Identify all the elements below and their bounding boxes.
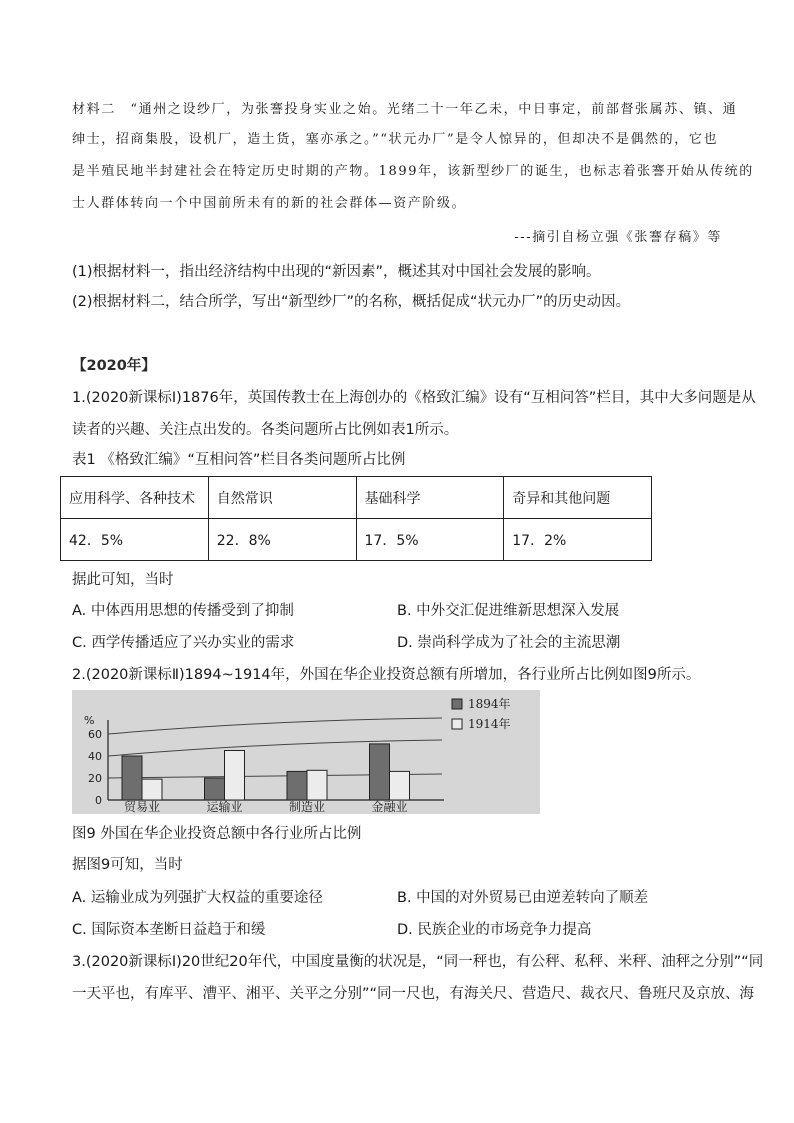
bar-chart: [72, 690, 540, 814]
table-caption: 表1 《格致汇编》“互相问答”栏目各类问题所占比例: [72, 452, 406, 468]
material2-line-4: 士人群体转向一个中国前所未有的新的社会群体—资产阶级。: [72, 196, 467, 211]
item1-stem-line-1: 1.(2020新课标Ⅰ)1876年，英国传教士在上海创办的《格致汇编》设有“互相问答”栏目，其中大多问题是从: [72, 390, 756, 406]
y-tick-label: 0: [95, 794, 102, 807]
proportion-table: [60, 476, 652, 561]
table-header-cell: 自然常识: [208, 477, 356, 519]
bar: [390, 771, 410, 800]
legend-swatch: [452, 699, 462, 709]
table-cell: 22．8%: [208, 519, 356, 561]
x-tick-label: 金融业: [371, 800, 408, 814]
table-header-row: [61, 477, 652, 519]
figure-caption: 图9 外国在华企业投资总额中各行业所占比例: [72, 826, 362, 842]
y-tick-label: 40: [88, 750, 102, 763]
question-2: (2)根据材料二，结合所学，写出“新型纱厂”的名称，概括促成“状元办厂”的历史动因。: [72, 294, 631, 310]
bar: [205, 778, 225, 800]
legend-label: 1914年: [468, 717, 511, 731]
legend-label: 1894年: [468, 697, 511, 711]
y-axis-label: %: [84, 714, 95, 727]
x-tick-label: 制造业: [288, 800, 326, 814]
bar: [122, 756, 142, 800]
bar: [307, 770, 327, 800]
table-row: [61, 519, 652, 561]
bar-chart-figure: [72, 690, 540, 814]
item2-option-a: A. 运输业成为列强扩大权益的重要途径: [72, 890, 323, 906]
item1-option-a: A. 中体西用思想的传播受到了抑制: [72, 603, 294, 619]
item2-stem: 2.(2020新课标Ⅱ)1894~1914年，外国在华企业投资总额有所增加，各行业所占比例如图9所示。: [72, 667, 701, 683]
table-header-cell: 奇异和其他问题: [504, 477, 652, 519]
item3-line-2: 一天平也，有库平、漕平、湘平、关平之分别”“同一尺也，有海关尺、营造尺、裁衣尺、鲁班尺及京放、海: [72, 986, 755, 1002]
item3-line-1: 3.(2020新课标Ⅰ)20世纪20年代，中国度量衡的状况是，“同一秤也，有公秤、私秤、米秤、油秤之分别”“同: [72, 954, 764, 970]
material2-line-2: 绅士，招商集股，设机厂，造土货，塞亦承之。”“状元办厂”是令人惊异的，但却决不是偶然的，它也: [72, 132, 719, 147]
item1-option-d: D. 崇尚科学成为了社会的主流思潮: [397, 635, 621, 651]
x-tick-label: 贸易业: [123, 800, 161, 814]
question-1: (1)根据材料一，指出经济结构中出现的“新因素”，概述其对中国社会发展的影响。: [72, 264, 601, 280]
item1-option-b: B. 中外交汇促进维新思想深入发展: [397, 603, 620, 619]
table-cell: 42．5%: [61, 519, 209, 561]
table-cell: 17．5%: [356, 519, 504, 561]
bar: [287, 771, 307, 800]
material2-line-1: 材料二 “通州之设纱厂，为张謇投身实业之始。光绪二十一年乙未，中日事定，前部督张属苏、镇、通: [72, 102, 738, 117]
table-cell: 17．2%: [504, 519, 652, 561]
chart-curve-line: [108, 740, 442, 756]
item1-prompt: 据此可知，当时: [72, 572, 174, 588]
item2-option-d: D. 民族企业的市场竞争力提高: [397, 922, 592, 938]
material2-source: ---摘引自杨立强《张謇存稿》等: [514, 230, 722, 245]
item1-stem-line-2: 读者的兴趣、关注点出发的。各类问题所占比例如表1所示。: [72, 422, 459, 438]
legend-swatch: [452, 719, 462, 729]
bar: [370, 744, 390, 800]
item1-option-c: C. 西学传播适应了兴办实业的需求: [72, 635, 295, 651]
item2-prompt: 据图9可知，当时: [72, 857, 183, 873]
y-tick-label: 60: [88, 728, 102, 741]
table-header-cell: 基础科学: [356, 477, 504, 519]
x-tick-label: 运输业: [206, 800, 243, 814]
table-header-cell: 应用科学、各种技术: [61, 477, 209, 519]
item2-option-b: B. 中国的对外贸易已由逆差转向了顺差: [397, 890, 649, 906]
y-tick-label: 20: [88, 772, 102, 785]
item2-option-c: C. 国际资本垄断日益趋于和缓: [72, 922, 266, 938]
bar: [225, 751, 245, 801]
chart-curve-line: [108, 718, 442, 734]
material2-line-3: 是半殖民地半封建社会在特定历史时期的产物。1899年，该新型纱厂的诞生，也标志着张謇开始从传统的: [72, 164, 754, 179]
bar: [142, 779, 162, 800]
section-title: 【2020年】: [72, 358, 156, 374]
